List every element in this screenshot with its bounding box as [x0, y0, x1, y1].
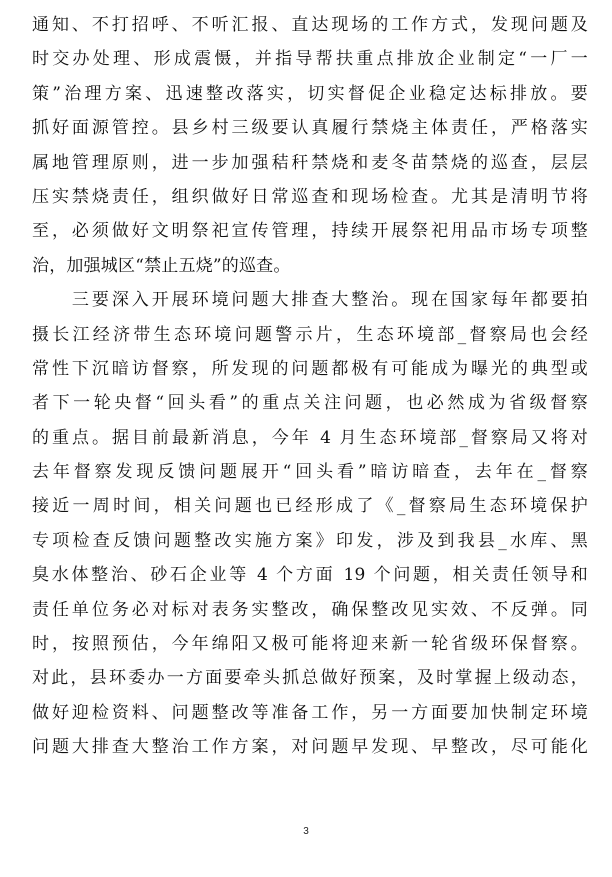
text-line: 抓好面源管控。县乡村三级要认真履行禁烧主体责任，严格落实: [32, 118, 588, 139]
text-line: 属地管理原则，进一步加强秸秆禁烧和麦冬苗禁烧的巡查，层层: [32, 152, 588, 173]
text-line: 时交办处理、形成震慑，并指导帮扶重点排放企业制定“一厂一: [32, 49, 588, 70]
text-line: 通知、不打招呼、不听汇报、直达现场的工作方式，发现问题及: [32, 15, 588, 35]
text-line: 的重点。据目前最新消息，今年 4 月生态环境部_督察局又将对: [32, 427, 588, 448]
text-line: 者下一轮央督“回头看”的重点关注问题，也必然成为省级督察: [32, 393, 588, 414]
text-line: 专项检查反馈问题整改实施方案》印发，涉及到我县_水库、黑: [32, 530, 588, 551]
text-line: 时，按照预估，今年绵阳又极可能将迎来新一轮省级环保督察。: [32, 634, 588, 655]
body-text: [32, 8, 588, 765]
text-line: 接近一周时间，相关问题也已经形成了《_督察局生态环境保护: [32, 496, 588, 517]
text-line: 三要深入开展环境问题大排查大整治。现在国家每年都要拍: [32, 290, 588, 311]
text-line: 对此，县环委办一方面要牵头抓总做好预案，及时掌握上级动态，: [32, 668, 588, 689]
text-line: 策”治理方案、迅速整改落实，切实督促企业稳定达标排放。要: [32, 83, 588, 104]
text-line: 做好迎检资料、问题整改等准备工作，另一方面要加快制定环境: [32, 702, 588, 723]
text-line: 常性下沉暗访督察，所发现的问题都极有可能成为曝光的典型或: [32, 358, 588, 379]
text-line: 治，加强城区“禁止五烧”的巡查。: [32, 255, 291, 276]
text-line: 臭水体整治、砂石企业等 4 个方面 19 个问题，相关责任领导和: [32, 565, 588, 586]
text-line: 问题大排查大整治工作方案，对问题早发现、早整改，尽可能化: [32, 737, 588, 758]
text-line: 摄长江经济带生态环境问题警示片，生态环境部_督察局也会经: [32, 324, 588, 345]
text-line: 压实禁烧责任，组织做好日常巡查和现场检查。尤其是清明节将: [32, 186, 588, 207]
page-number: 3: [303, 826, 309, 837]
text-line: 至，必须做好文明祭祀宣传管理，持续开展祭祀用品市场专项整: [32, 221, 588, 242]
text-line: 去年督察发现反馈问题展开“回头看”暗访暗查，去年在_督察: [32, 462, 588, 483]
text-line: 责任单位务必对标对表务实整改，确保整改见实效、不反弹。同: [32, 599, 588, 620]
